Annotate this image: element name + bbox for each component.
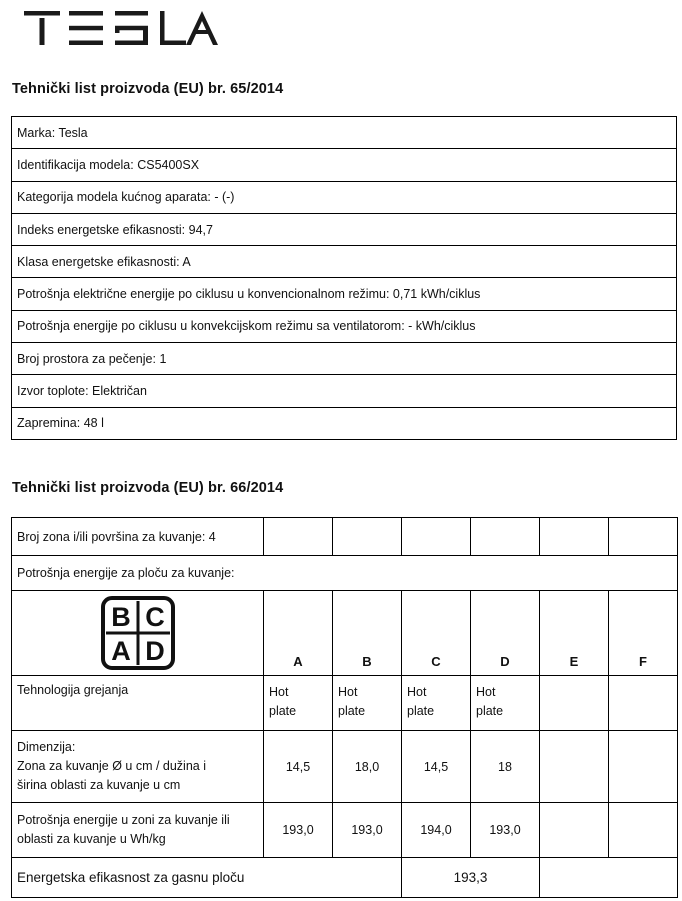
- spec-row-volume: Zapremina: 48 l: [12, 407, 677, 439]
- svg-text:A: A: [110, 636, 131, 666]
- spec-row-eei: Indeks energetske efikasnosti: 94,7: [12, 213, 677, 245]
- zones-row: Broj zona i/ili površina za kuvanje: 4: [12, 518, 264, 556]
- energy-e: [540, 803, 609, 858]
- svg-text:B: B: [110, 602, 131, 632]
- zone-header-f: F: [609, 591, 678, 676]
- dimension-d: 18: [471, 731, 540, 803]
- heading-65-2014: Tehnički list proizvoda (EU) br. 65/2014: [12, 81, 284, 97]
- dimension-a: 14,5: [264, 731, 333, 803]
- spec-row-category: Kategorija modela kućnog aparata: - (-): [12, 181, 677, 213]
- technology-label: Tehnologija grejanja: [12, 676, 264, 731]
- hob-zones-icon-cell: [12, 591, 264, 676]
- energy-f: [609, 803, 678, 858]
- svg-text:C: C: [144, 602, 165, 632]
- energy-a: 193,0: [264, 803, 333, 858]
- oven-spec-table: [11, 116, 677, 440]
- zone-header-b: B: [333, 591, 402, 676]
- technology-f: [609, 676, 678, 731]
- spec-row-class: Klasa energetske efikasnosti: A: [12, 246, 677, 278]
- hob-spec-table: [11, 517, 678, 898]
- spec-row-model: Identifikacija modela: CS5400SX: [12, 149, 677, 181]
- hob-zones-icon: [100, 595, 176, 671]
- technology-e: [540, 676, 609, 731]
- zone-header-a: A: [264, 591, 333, 676]
- spec-row-brand: Marka: Tesla: [12, 117, 677, 149]
- gas-efficiency-value: 193,3: [402, 858, 540, 898]
- dimension-f: [609, 731, 678, 803]
- energy-c: 194,0: [402, 803, 471, 858]
- spec-row-cavities: Broj prostora za pečenje: 1: [12, 343, 677, 375]
- technology-b: Hot plate: [333, 676, 402, 731]
- heading-66-2014: Tehnički list proizvoda (EU) br. 66/2014: [12, 480, 284, 496]
- tesla-logo: [24, 11, 218, 45]
- technology-d: Hot plate: [471, 676, 540, 731]
- gas-efficiency-label: Energetska efikasnost za gasnu ploču: [12, 858, 402, 898]
- dimensions-label: Dimenzija: Zona za kuvanje Ø u cm / dužina i širina oblasti za kuvanje u cm: [12, 731, 264, 803]
- spec-row-conventional: Potrošnja električne energije po ciklusu u konvencionalnom režimu: 0,71 kWh/ciklus: [12, 278, 677, 310]
- svg-text:D: D: [144, 636, 165, 666]
- consumption-row: Potrošnja energije za ploču za kuvanje:: [12, 556, 678, 591]
- dimension-e: [540, 731, 609, 803]
- energy-label: Potrošnja energije u zoni za kuvanje ili oblasti za kuvanje u Wh/kg: [12, 803, 264, 858]
- zone-header-c: C: [402, 591, 471, 676]
- zone-header-e: E: [540, 591, 609, 676]
- technology-a: Hot plate: [264, 676, 333, 731]
- dimension-c: 14,5: [402, 731, 471, 803]
- zone-header-d: D: [471, 591, 540, 676]
- spec-row-heat-source: Izvor toplote: Električan: [12, 375, 677, 407]
- energy-b: 193,0: [333, 803, 402, 858]
- technology-c: Hot plate: [402, 676, 471, 731]
- energy-d: 193,0: [471, 803, 540, 858]
- spec-row-fan: Potrošnja energije po ciklusu u konvekcijskom režimu sa ventilatorom: - kWh/ciklus: [12, 310, 677, 342]
- dimension-b: 18,0: [333, 731, 402, 803]
